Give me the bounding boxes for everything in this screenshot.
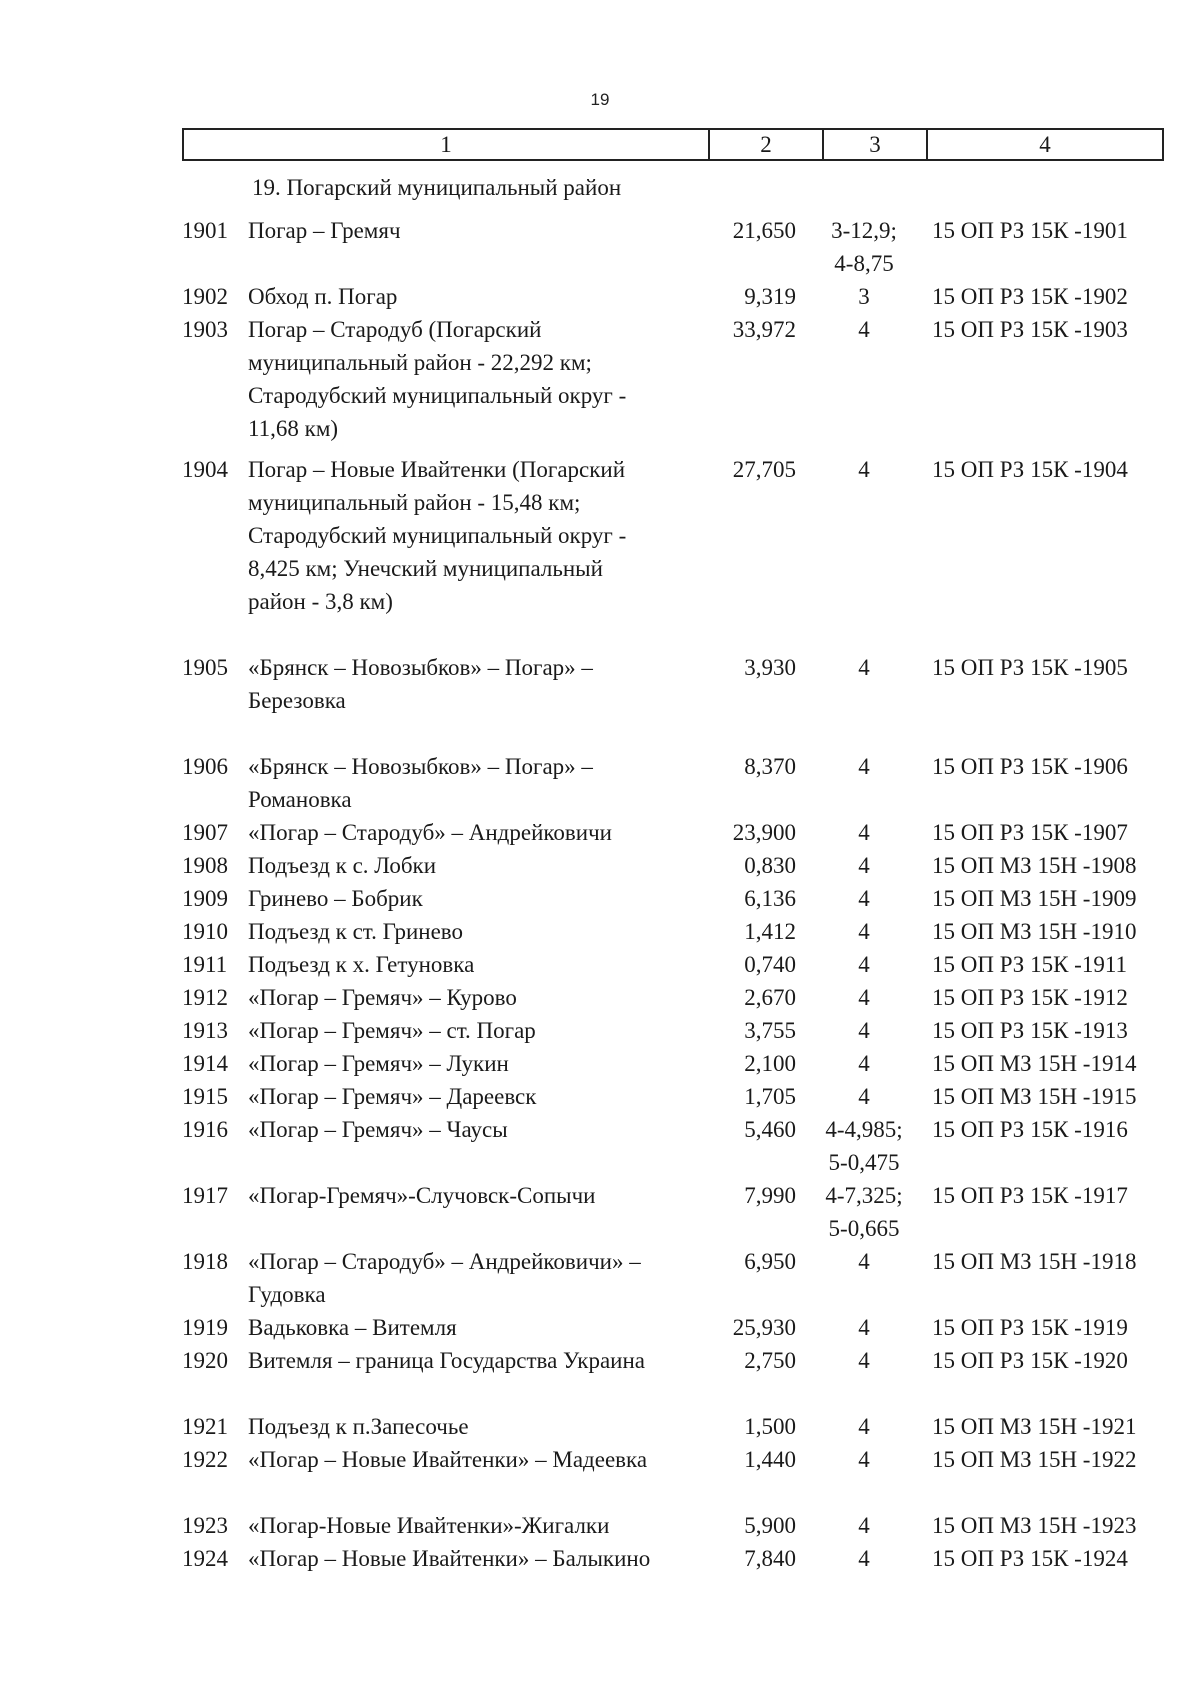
table-row xyxy=(182,214,1182,280)
table-row xyxy=(182,1509,1182,1542)
road-length: 33,972 xyxy=(732,317,796,342)
road-category xyxy=(796,750,932,783)
road-length: 2,750 xyxy=(744,1348,796,1373)
road-name xyxy=(248,313,718,445)
road-name-line: Витемля – граница Государства Украина xyxy=(248,1348,646,1373)
road-id: 15 ОП МЗ 15Н -1922 xyxy=(932,1447,1137,1472)
road-id: 15 ОП РЗ 15К -1912 xyxy=(932,985,1128,1010)
road-name-line: Обход п. Погар xyxy=(248,284,398,309)
table-row xyxy=(182,816,1182,849)
table-row xyxy=(182,1344,1182,1377)
road-name xyxy=(248,915,718,948)
road-id: 15 ОП МЗ 15Н -1921 xyxy=(932,1414,1137,1439)
column-header-4: 4 xyxy=(1039,131,1051,157)
road-id: 15 ОП РЗ 15К -1911 xyxy=(932,952,1127,977)
road-list xyxy=(182,214,1182,1575)
road-number: 1911 xyxy=(182,952,228,977)
table-row xyxy=(182,849,1182,882)
road-category xyxy=(796,1014,932,1047)
road-name xyxy=(248,882,718,915)
road-category-line: 4 xyxy=(858,1348,870,1373)
road-id: 15 ОП РЗ 15К -1902 xyxy=(932,284,1128,309)
road-name-line: Стародубский муниципальный округ - xyxy=(248,523,627,548)
road-name-line: «Погар – Гремяч» – Чаусы xyxy=(248,1117,508,1142)
road-length: 7,990 xyxy=(744,1183,796,1208)
column-header-3: 3 xyxy=(824,130,928,159)
road-number: 1922 xyxy=(182,1447,228,1472)
road-name-line: «Брянск – Новозыбков» – Погар» – xyxy=(248,754,593,779)
road-id: 15 ОП РЗ 15К -1924 xyxy=(932,1546,1128,1571)
road-id: 15 ОП РЗ 15К -1906 xyxy=(932,754,1128,779)
road-name-line: Погар – Стародуб (Погарский xyxy=(248,317,542,342)
road-category-line: 4 xyxy=(858,317,870,342)
road-name xyxy=(248,1311,718,1344)
road-category xyxy=(796,915,932,948)
road-id: 15 ОП МЗ 15Н -1923 xyxy=(932,1513,1137,1538)
road-category xyxy=(796,1509,932,1542)
road-category xyxy=(796,849,932,882)
road-length: 21,650 xyxy=(732,218,796,243)
road-id: 15 ОП МЗ 15Н -1910 xyxy=(932,919,1137,944)
road-category-line: 4 xyxy=(858,754,870,779)
road-name-line: «Погар – Новые Ивайтенки» – Балыкино xyxy=(248,1546,651,1571)
road-category-line: 4 xyxy=(858,1513,870,1538)
road-name xyxy=(248,750,718,816)
table-row xyxy=(182,1047,1182,1080)
road-number: 1916 xyxy=(182,1117,228,1142)
road-category xyxy=(796,1245,932,1278)
road-id: 15 ОП МЗ 15Н -1914 xyxy=(932,1051,1137,1076)
road-category-line: 4-8,75 xyxy=(834,251,894,276)
road-number: 1921 xyxy=(182,1414,228,1439)
road-name-line: Гринево – Бобрик xyxy=(248,886,423,911)
road-number: 1912 xyxy=(182,985,228,1010)
road-name xyxy=(248,453,718,618)
road-category-line: 4 xyxy=(858,985,870,1010)
road-id: 15 ОП РЗ 15К -1907 xyxy=(932,820,1128,845)
road-length: 3,930 xyxy=(744,655,796,680)
road-name xyxy=(248,1245,718,1311)
road-category-line: 4 xyxy=(858,1546,870,1571)
road-id: 15 ОП РЗ 15К -1913 xyxy=(932,1018,1128,1043)
road-number: 1903 xyxy=(182,317,228,342)
road-name xyxy=(248,214,718,247)
table-header xyxy=(182,128,1164,161)
road-category xyxy=(796,1344,932,1377)
road-name xyxy=(248,1014,718,1047)
road-number: 1914 xyxy=(182,1051,228,1076)
road-id: 15 ОП РЗ 15К -1904 xyxy=(932,457,1128,482)
road-name xyxy=(248,651,718,717)
road-category-line: 4 xyxy=(858,1018,870,1043)
road-length: 6,136 xyxy=(744,886,796,911)
road-category-line: 3-12,9; xyxy=(831,218,897,243)
road-length: 5,900 xyxy=(744,1513,796,1538)
road-name-line: район - 3,8 км) xyxy=(248,589,393,614)
road-category xyxy=(796,1047,932,1080)
road-category xyxy=(796,313,932,346)
table-row xyxy=(182,280,1182,313)
road-number: 1918 xyxy=(182,1249,228,1274)
section-title: 19. Погарский муниципальный район xyxy=(252,175,622,200)
road-number: 1905 xyxy=(182,655,228,680)
road-number: 1915 xyxy=(182,1084,228,1109)
road-length: 1,500 xyxy=(744,1414,796,1439)
road-name-line: муниципальный район - 15,48 км; xyxy=(248,490,581,515)
table-row xyxy=(182,1311,1182,1344)
road-name-line: «Погар – Стародуб» – Андрейковичи xyxy=(248,820,612,845)
road-number: 1920 xyxy=(182,1348,228,1373)
road-id: 15 ОП МЗ 15Н -1909 xyxy=(932,886,1137,911)
road-name xyxy=(248,280,718,313)
road-name xyxy=(248,1113,718,1146)
road-category-line: 4-7,325; xyxy=(825,1183,903,1208)
road-length: 0,740 xyxy=(744,952,796,977)
road-number: 1907 xyxy=(182,820,228,845)
road-category-line: 4 xyxy=(858,457,870,482)
road-length: 2,100 xyxy=(744,1051,796,1076)
road-name-line: 11,68 км) xyxy=(248,416,339,441)
road-length: 2,670 xyxy=(744,985,796,1010)
road-category-line: 4 xyxy=(858,655,870,680)
road-name-line: «Погар – Новые Ивайтенки» – Мадеевка xyxy=(248,1447,648,1472)
road-category xyxy=(796,948,932,981)
road-number: 1909 xyxy=(182,886,228,911)
road-name xyxy=(248,1443,718,1476)
road-length: 9,319 xyxy=(744,284,796,309)
road-id: 15 ОП РЗ 15К -1919 xyxy=(932,1315,1128,1340)
road-name xyxy=(248,1080,718,1113)
table-row xyxy=(182,882,1182,915)
road-name-line: 8,425 км; Унечский муниципальный xyxy=(248,556,603,581)
table-row xyxy=(182,915,1182,948)
road-category-line: 4 xyxy=(858,1414,870,1439)
road-id: 15 ОП РЗ 15К -1901 xyxy=(932,218,1128,243)
road-name-line: Погар – Гремяч xyxy=(248,218,401,243)
column-header-1: 1 xyxy=(184,130,710,159)
road-category-line: 4 xyxy=(858,952,870,977)
road-id: 15 ОП РЗ 15К -1905 xyxy=(932,655,1128,680)
road-number: 1910 xyxy=(182,919,228,944)
road-length: 1,412 xyxy=(744,919,796,944)
road-category-line: 3 xyxy=(858,284,870,309)
road-name-line: «Погар – Гремяч» – Курово xyxy=(248,985,517,1010)
table-row xyxy=(182,981,1182,1014)
road-name-line: Подъезд к с. Лобки xyxy=(248,853,436,878)
road-number: 1901 xyxy=(182,218,228,243)
table-row xyxy=(182,453,1182,618)
road-category-line: 4 xyxy=(858,820,870,845)
road-name-line: Подъезд к ст. Гринево xyxy=(248,919,463,944)
road-category-line: 4 xyxy=(858,1249,870,1274)
road-length: 23,900 xyxy=(732,820,796,845)
road-name xyxy=(248,816,718,849)
road-number: 1919 xyxy=(182,1315,228,1340)
road-category xyxy=(796,816,932,849)
road-category-line: 4 xyxy=(858,1447,870,1472)
road-name-line: «Погар-Гремяч»-Случовск-Сопычи xyxy=(248,1183,596,1208)
table-row xyxy=(182,1443,1182,1476)
table-row xyxy=(182,313,1182,445)
road-number: 1904 xyxy=(182,457,228,482)
road-name-line: Гудовка xyxy=(248,1282,326,1307)
road-number: 1924 xyxy=(182,1546,228,1571)
road-name-line: «Погар – Гремяч» – Лукин xyxy=(248,1051,509,1076)
road-category xyxy=(796,280,932,313)
road-length: 1,440 xyxy=(744,1447,796,1472)
road-category-line: 4-4,985; xyxy=(825,1117,903,1142)
road-length: 6,950 xyxy=(744,1249,796,1274)
table-row xyxy=(182,1080,1182,1113)
table-row xyxy=(182,1410,1182,1443)
road-category xyxy=(796,1179,932,1245)
road-category xyxy=(796,1113,932,1179)
road-name-line: «Погар – Гремяч» – ст. Погар xyxy=(248,1018,536,1043)
road-number: 1906 xyxy=(182,754,228,779)
table-row xyxy=(182,948,1182,981)
road-name-line: Погар – Новые Ивайтенки (Погарский xyxy=(248,457,626,482)
road-name-line: «Погар – Стародуб» – Андрейковичи» – xyxy=(248,1249,641,1274)
table-row xyxy=(182,1179,1182,1245)
road-category xyxy=(796,1443,932,1476)
road-number: 1923 xyxy=(182,1513,228,1538)
road-name xyxy=(248,1410,718,1443)
road-name-line: Стародубский муниципальный округ - xyxy=(248,383,627,408)
road-category xyxy=(796,453,932,486)
road-name-line: «Погар-Новые Ивайтенки»-Жигалки xyxy=(248,1513,610,1538)
table-row xyxy=(182,1245,1182,1311)
road-id: 15 ОП РЗ 15К -1903 xyxy=(932,317,1128,342)
road-number: 1902 xyxy=(182,284,228,309)
road-category xyxy=(796,1311,932,1344)
road-name xyxy=(248,1542,718,1575)
table-row xyxy=(182,1014,1182,1047)
road-category xyxy=(796,214,932,280)
road-name-line: «Погар – Гремяч» – Дареевск xyxy=(248,1084,537,1109)
road-name xyxy=(248,981,718,1014)
road-length: 27,705 xyxy=(732,457,796,482)
road-length: 8,370 xyxy=(744,754,796,779)
table-row xyxy=(182,750,1182,816)
road-id: 15 ОП РЗ 15К -1920 xyxy=(932,1348,1128,1373)
road-name-line: Подъезд к х. Гетуновка xyxy=(248,952,475,977)
column-header-2: 2 xyxy=(710,130,824,159)
road-category-line: 4 xyxy=(858,1315,870,1340)
road-number: 1913 xyxy=(182,1018,228,1043)
road-name xyxy=(248,849,718,882)
road-name-line: Березовка xyxy=(248,688,346,713)
road-id: 15 ОП МЗ 15Н -1915 xyxy=(932,1084,1137,1109)
road-category-line: 4 xyxy=(858,853,870,878)
road-category-line: 4 xyxy=(858,1051,870,1076)
road-category-line: 5-0,475 xyxy=(828,1150,900,1175)
road-length: 3,755 xyxy=(744,1018,796,1043)
road-number: 1917 xyxy=(182,1183,228,1208)
road-category xyxy=(796,1542,932,1575)
road-category-line: 4 xyxy=(858,919,870,944)
road-length: 25,930 xyxy=(732,1315,796,1340)
road-name-line: муниципальный район - 22,292 км; xyxy=(248,350,592,375)
road-id: 15 ОП МЗ 15Н -1908 xyxy=(932,853,1137,878)
table-row xyxy=(182,1542,1182,1575)
road-category-line: 4 xyxy=(858,886,870,911)
road-category xyxy=(796,651,932,684)
road-id: 15 ОП РЗ 15К -1916 xyxy=(932,1117,1128,1142)
table-row xyxy=(182,651,1182,717)
road-length: 7,840 xyxy=(744,1546,796,1571)
road-name xyxy=(248,1179,718,1212)
page-number: 19 xyxy=(590,90,610,109)
road-length: 5,460 xyxy=(744,1117,796,1142)
road-category xyxy=(796,1410,932,1443)
table-row xyxy=(182,1113,1182,1179)
road-category-line: 5-0,665 xyxy=(828,1216,900,1241)
road-name xyxy=(248,1509,718,1542)
road-category xyxy=(796,981,932,1014)
road-name xyxy=(248,948,718,981)
road-length: 1,705 xyxy=(744,1084,796,1109)
road-name xyxy=(248,1047,718,1080)
road-name xyxy=(248,1344,718,1377)
road-name-line: Романовка xyxy=(248,787,352,812)
road-number: 1908 xyxy=(182,853,228,878)
road-id: 15 ОП РЗ 15К -1917 xyxy=(932,1183,1128,1208)
road-category-line: 4 xyxy=(858,1084,870,1109)
road-category xyxy=(796,1080,932,1113)
road-name-line: Подъезд к п.Запесочье xyxy=(248,1414,469,1439)
road-name-line: Вадьковка – Витемля xyxy=(248,1315,457,1340)
road-category xyxy=(796,882,932,915)
road-length: 0,830 xyxy=(744,853,796,878)
road-id: 15 ОП МЗ 15Н -1918 xyxy=(932,1249,1137,1274)
road-name-line: «Брянск – Новозыбков» – Погар» – xyxy=(248,655,593,680)
